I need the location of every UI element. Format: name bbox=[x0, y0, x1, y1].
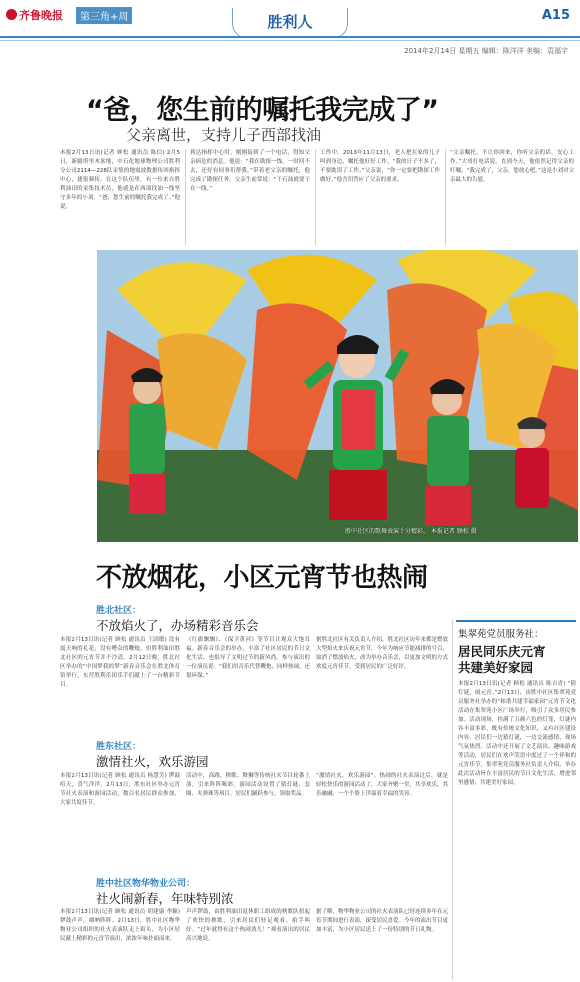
column-divider bbox=[185, 149, 186, 245]
section2-col3: “激情社火，欢乐游园”。热闹的社火表演过后，就是轻松快乐的游园活动了，大家齐聚一堂，共享欢乐，其乐融融，一个个脸上洋溢着幸福的笑容。 bbox=[316, 773, 448, 797]
section2-col2: 活动中，高跷、秧歌、舞狮等传统社火节目轮番上演，引来阵阵喝彩。游园活动设置了猜灯谜、套圈、夹弹珠等项目，居民们踊跃参与，领取奖品。 bbox=[186, 773, 310, 797]
story1-col1: 本报2月13日讯(记者 顾松 通讯员 陈信) 2月5日，新疆塔里木盆地，中石化地球物理公司胜利分公司2114—228队采集的地震波数据传回指挥中心，捷报频传。在这个队伍里，有一位来自胜利油田的采集技术员，他就是在西部找油一线坚守多年的小刘。“爸，您生前的嘱托我完成了。”他说。 bbox=[60, 150, 180, 210]
section1-tag: 胜北社区： bbox=[96, 606, 142, 616]
section3-col2: 声声锣鼓，由胜利油田退休职工组成的秧歌队扭起了欢快的秧歌，引来居民们驻足观看、拍手叫好。“过年就得有这个热闹劲儿！”观看演出的居民高兴地说。 bbox=[186, 909, 310, 942]
sidebar-rule bbox=[456, 620, 576, 622]
story2-headline: 不放烟花，小区元宵节也热闹 bbox=[96, 563, 428, 593]
story1-subheadline: 父亲离世，支持儿子西部找油 bbox=[126, 126, 322, 144]
column-divider bbox=[445, 149, 446, 245]
sidebar-headline-line2: 共建美好家园 bbox=[458, 660, 534, 675]
header-rule bbox=[0, 36, 580, 38]
section1-col3: 据胜北社区有关负责人介绍，胜北社区历年来都是燃放大型焰火来庆祝元宵节，今年为响应节能减排的号召，取消了燃放焰火，改为举办音乐会，以更加文明的方式欢度元宵佳节，受到居民的广泛好评。 bbox=[316, 637, 448, 670]
sidebar-body: 本报2月13日讯(记者 顾松 通讯员 陈吉青) “猜灯谜，闹元宵。”2月13日，由胜中社区集翠苑党员服务社举办的“和谐共建幸福家园”元宵节文化活动在集翠苑小区广场举行，吸引了众多居民参加。活动现场，挂满了五颜六色的灯笼，灯谜内容丰富多彩，既有传统文化知识，又有社区建设内容，居民们一边猜灯谜，一边交流感情，现场气氛热烈。活动中还开展了文艺演出、趣味游戏等活动，居民们在欢声笑语中度过了一个祥和的元宵佳节。集翠苑党员服务社负责人介绍，举办此次活动旨在丰富居民的节日文化生活，增进邻里感情，共建美好家园。 bbox=[458, 681, 576, 786]
section2-col1: 本报2月13日讯(记者 顾松 通讯员 杨慧芳) 锣鼓喧天，喜气洋洋。2月13日，胜东社区举办元宵节社火表演和游园活动，数百名居民群众参加，大家共度佳节。 bbox=[60, 773, 180, 806]
section3-tag: 胜中社区物华物业公司： bbox=[96, 879, 196, 889]
section3-col3: 据了解，物华物业公司的社火表演队已经连续多年在元宵节期间进行表演，深受居民喜爱。今年的演出节目更加丰富，为小区居民送上了一份特别的节日礼物。 bbox=[316, 909, 448, 933]
sidebar-divider bbox=[452, 620, 453, 980]
header-rule-thin bbox=[0, 40, 580, 41]
column-divider bbox=[315, 149, 316, 245]
paper-flag bbox=[6, 7, 130, 24]
photo-caption: 胜中社区的歌舞表演十分精彩。 本报记者 顾松 摄 bbox=[345, 528, 477, 535]
section2-tag: 胜东社区： bbox=[96, 742, 142, 752]
story1-col2: 到达指挥中心时，刚刚接到了一个电话，得知父亲病危的消息。他说：“我在勘探一线，一时回不去，还好有同事们帮我。”带着老父亲的嘱托，他完成了勘探任务。父亲生前常说：“干石油就要干在一线。” bbox=[190, 150, 310, 192]
dancer-far-right bbox=[515, 417, 549, 508]
fan-dance-illustration bbox=[97, 250, 578, 542]
sidebar-headline-line1: 居民同乐庆元宵 bbox=[458, 644, 546, 659]
paper-name: 齐鲁晚报 bbox=[19, 9, 63, 22]
section2-subhead: 激情社火，欢乐游园 bbox=[96, 754, 209, 769]
dancer-left bbox=[129, 368, 165, 514]
dateline: 2014年2月14日 星期五 编辑：陈洋洋 美编：袁福宇 bbox=[404, 47, 568, 55]
sidebar-kicker: 集翠苑党员服务社： bbox=[458, 629, 544, 640]
fan-dance-photo bbox=[97, 250, 578, 542]
section1-col2: 《红旗飘飘》、《保卫黄河》等节目让观众大饱耳福。新春音乐会的举办，丰富了社区居民的节日文化生活，也倡导了文明过节的新风尚。参与演出的一位演员说：“我们用音乐代替鞭炮，同样热闹，还很环保。” bbox=[186, 637, 310, 679]
story1-col4: “父亲嘱托，不让你回来，你听父亲的话，安心工作。”大哥打电话说。直到今天，他依然记得父亲的叮嘱。“我完成了，父亲，您放心吧。”这是小刘对父亲最大的告慰。 bbox=[450, 150, 574, 183]
section3-col1: 本报2月13日讯(记者 顾松 通讯员 胡建康 李颖) 锣鼓声声，唢呐阵阵。2月13日，胜中社区物华物业公司组织的社火表演队走上街头，为小区居民献上精彩的元宵节演出，浓浓年味扑面而来。 bbox=[60, 909, 180, 942]
edition-label: 第三角+周 bbox=[76, 7, 132, 24]
section-title: 胜利人 bbox=[267, 13, 313, 31]
section1-subhead: 不放焰火了，办场精彩音乐会 bbox=[96, 618, 259, 633]
section3-subhead: 社火闹新春，年味特别浓 bbox=[96, 891, 234, 906]
logo-mark bbox=[6, 9, 17, 20]
section1-col1: 本报2月13日讯(记者 顾松 通讯员 王国敏) 没有震天响的礼花，没有嘈杂的鞭炮，但胜利油田胜北社区的元宵节并不冷清。2月12日晚，胜北社区举办的“中国梦我的梦”新春音乐会在胜北体育馆举行，东营胜利乐团乐手们献上了一台精彩节目。 bbox=[60, 637, 180, 688]
story1-headline: “爸，您生前的嘱托我完成了” bbox=[86, 95, 439, 126]
section-tab bbox=[232, 8, 348, 38]
story1-col3: 工作中。2013年11月13日，老人把在家的儿子叫到身边，嘱托他好好工作。“我的日子不多了，不要耽误了工作。”父亲说，“你一定要把勘探工作做好。”他含泪答应了父亲的要求。 bbox=[320, 150, 440, 183]
page-number: A15 bbox=[541, 8, 570, 23]
